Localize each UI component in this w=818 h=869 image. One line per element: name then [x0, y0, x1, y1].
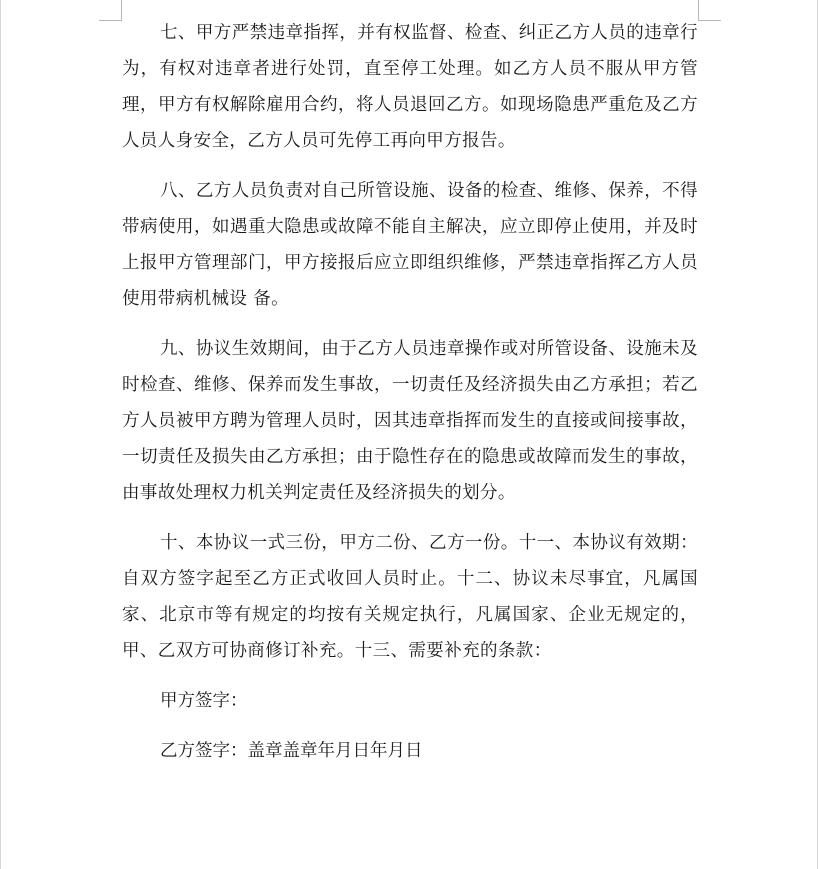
paragraph-clause-9: 九、协议生效期间，由于乙方人员违章操作或对所管设备、设施未及时检查、维修、保养而发生事故，一切责任及经济损失由乙方承担；若乙方人员被甲方聘为管理人员时，因其违章指挥而发生的直接或间接事故，一切责任及损失由乙方承担；由于隐性存在的隐患或故障而发生的事故，由事故处理权力机关判定责任及经济损失的划分。 — [122, 339, 698, 503]
page-corner-mark-left — [99, 0, 122, 21]
paragraph-clause-7: 七、甲方严禁违章指挥，并有权监督、检查、纠正乙方人员的违章行为，有权对违章者进行处罚，直至停工处理。如乙方人员不服从甲方管理，甲方有权解除雇用合约，将人员退回乙方。如现场隐患严重危及乙方人员人身安全，乙方人员可先停工再向甲方报告。 — [122, 23, 698, 151]
signature-party-a: 甲方签字： — [160, 691, 248, 711]
page-corner-mark-right — [698, 0, 721, 21]
paragraph-clause-10: 十、本协议一式三份，甲方二份、乙方一份。十一、本协议有效期：自双方签字起至乙方正式收回人员时止。十二、协议未尽事宜，凡属国家、北京市等有规定的均按有关规定执行，凡属国家、企业无规定的，甲、乙双方可协商修订补充。十三、需要补充的条款： — [122, 533, 698, 661]
document-body — [122, 15, 698, 783]
signature-party-b: 乙方签字：盖章盖章年月日年月日 — [160, 741, 423, 761]
paragraph-clause-8: 八、乙方人员负责对自己所管设施、设备的检查、维修、保养，不得带病使用，如遇重大隐患或故障不能自主解决，应立即停止使用，并及时上报甲方管理部门，甲方接报后应立即组织维修，严禁违章指挥乙方人员使用带病机械设 备。 — [122, 181, 698, 309]
